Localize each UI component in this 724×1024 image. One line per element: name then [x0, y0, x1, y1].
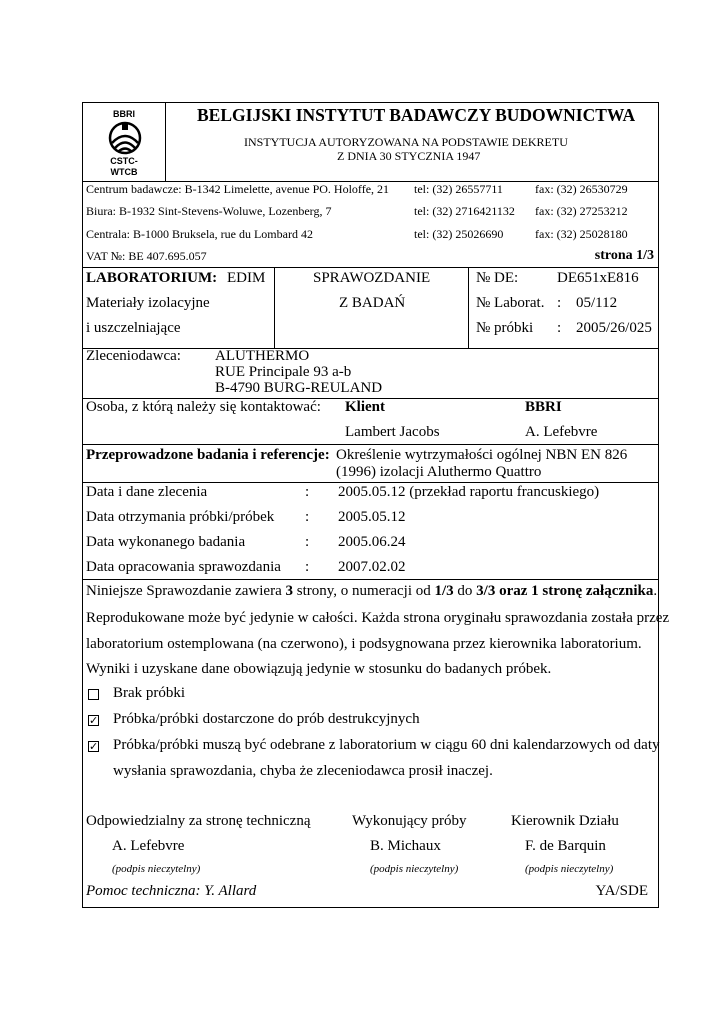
bbri-contact-name: A. Lefebvre: [525, 424, 598, 440]
contact-tel-1: tel: (32) 26557711: [414, 182, 503, 196]
signature-role-head: Kierownik Działu: [511, 813, 619, 829]
divider: [83, 482, 658, 483]
date-sep: :: [305, 484, 310, 500]
contact-address-2: Biura: B-1932 Sint-Stevens-Woluwe, Lozenberg, 7: [86, 204, 332, 218]
vat-number: VAT №: BE 407.695.057: [86, 249, 207, 263]
notes-paragraph-1: Niniejsze Sprawozdanie zawiera 3 strony, o numeracji od 1/3 do 3/3 oraz 1 stronę załącznika.: [86, 583, 658, 599]
divider: [83, 267, 658, 268]
checkbox-destructive: ✓: [89, 714, 99, 727]
lab-number-value: 05/112: [576, 295, 618, 311]
contact-person-label: Osoba, z którą należy się kontaktować:: [86, 399, 321, 415]
signature-role-tester: Wykonujący próby: [352, 813, 467, 829]
date-sep: :: [305, 559, 310, 575]
contact-tel-2: tel: (32) 2716421132: [414, 204, 515, 218]
client-label: Zleceniodawca:: [86, 348, 181, 364]
signature-name-technical: A. Lefebvre: [112, 838, 185, 854]
divider: [83, 444, 658, 445]
check-label-destructive: Próbka/próbki dostarczone do prób destrukcyjnych: [113, 711, 420, 727]
de-label: № DE:: [476, 270, 519, 286]
signature-note-head: (podpis nieczytelny): [525, 863, 614, 875]
report-title-1: SPRAWOZDANIE: [313, 270, 431, 286]
report-title-2: Z BADAŃ: [339, 295, 406, 311]
contact-fax-2: fax: (32) 27253212: [535, 204, 628, 218]
date-value-tested: 2005.06.24: [338, 534, 406, 550]
tests-line-2: (1996) izolacji Aluthermo Quattro: [336, 464, 542, 480]
contact-fax-1: fax: (32) 26530729: [535, 182, 628, 196]
divider: [83, 579, 658, 580]
client-city: B-4790 BURG-REULAND: [215, 380, 383, 396]
divider: [274, 267, 275, 348]
date-value-report: 2007.02.02: [338, 559, 406, 575]
institute-title: BELGIJSKI INSTYTUT BADAWCZY BUDOWNICTWA: [197, 105, 636, 125]
client-column-head: Klient: [345, 399, 385, 415]
signature-note-technical: (podpis nieczytelny): [112, 863, 201, 875]
client-contact-name: Lambert Jacobs: [345, 424, 440, 440]
contact-tel-3: tel: (32) 25026690: [414, 227, 504, 241]
check-label-collect-2: wysłania sprawozdania, chyba że zleceniodawca prosił inaczej.: [113, 763, 493, 779]
lab-number-sep: :: [557, 295, 562, 311]
divider: [468, 267, 469, 348]
date-sep: :: [305, 534, 310, 550]
contact-address-1: Centrum badawcze: B-1342 Limelette, avenue PO. Holoffe, 21: [86, 182, 390, 196]
signature-note-tester: (podpis nieczytelny): [370, 863, 459, 875]
institute-subtitle-1: INSTYTUCJA AUTORYZOWANA NA PODSTAWIE DEKRETU: [244, 135, 568, 149]
technical-assistance: Pomoc techniczna: Y. Allard: [86, 883, 257, 899]
logo-bottom-text-1: CSTC-: [110, 156, 138, 166]
checkbox-collect: ✓: [89, 740, 99, 753]
page-number: strona 1/3: [594, 248, 654, 263]
report-frame: [82, 102, 670, 908]
tests-label: Przeprowadzone badania i referencje:: [86, 447, 330, 463]
sample-number-value: 2005/26/025: [576, 320, 652, 336]
notes-paragraph-3: laboratorium ostemplowana (na czerwono), i podsygnowana przez kierownika laboratorium.: [86, 636, 642, 652]
date-label-received: Data otrzymania próbki/próbek: [86, 509, 275, 525]
notes-paragraph-4: Wyniki i uzyskane dane obowiązują jedynie w stosunku do badanych próbek.: [86, 661, 552, 677]
checkbox-no-sample: [88, 689, 99, 700]
contact-address-3: Centrala: B-1000 Bruksela, rue du Lombard 42: [86, 227, 313, 241]
lab-number-label: № Laborat.: [476, 295, 545, 311]
date-label-report: Data opracowania sprawozdania: [86, 559, 281, 575]
bbri-column-head: BBRI: [525, 399, 562, 415]
institute-subtitle-2: Z DNIA 30 STYCZNIA 1947: [337, 149, 481, 163]
contact-fax-3: fax: (32) 25028180: [535, 227, 628, 241]
lab-code: EDIM: [227, 270, 266, 286]
check-label-no-sample: Brak próbki: [113, 685, 186, 701]
reference-code: YA/SDE: [595, 883, 648, 899]
notes-paragraph-2: Reprodukowane może być jedynie w całości. Każda strona oryginału sprawozdania została przez: [86, 610, 670, 626]
lab-line-3: i uszczelniające: [86, 320, 181, 336]
logo-divider: [165, 103, 166, 182]
signature-role-technical: Odpowiedzialny za stronę techniczną: [86, 813, 311, 829]
bbri-logo-icon: [107, 121, 143, 155]
de-value: DE651xE816: [557, 270, 639, 286]
check-label-collect: Próbka/próbki muszą być odebrane z laboratorium w ciągu 60 dni kalendarzowych od daty: [113, 737, 660, 753]
client-street: RUE Principale 93 a-b: [215, 364, 352, 380]
date-label-order: Data i dane zlecenia: [86, 484, 208, 500]
sample-number-sep: :: [557, 320, 562, 336]
date-value-received: 2005.05.12: [338, 509, 406, 525]
client-name: ALUTHERMO: [215, 348, 310, 364]
date-sep: :: [305, 509, 310, 525]
logo-bottom-text-2: WTCB: [110, 167, 138, 177]
logo-top-text: BBRI: [113, 109, 135, 119]
signature-name-head: F. de Barquin: [525, 838, 606, 854]
lab-label: LABORATORIUM:: [86, 270, 218, 286]
sample-number-label: № próbki: [476, 320, 534, 336]
date-value-order: 2005.05.12 (przekład raportu francuskiego): [338, 484, 600, 500]
tests-line-1: Określenie wytrzymałości ogólnej NBN EN 826: [336, 447, 628, 463]
date-label-tested: Data wykonanego badania: [86, 534, 246, 550]
lab-line-2: Materiały izolacyjne: [86, 295, 210, 311]
signature-name-tester: B. Michaux: [370, 838, 441, 854]
